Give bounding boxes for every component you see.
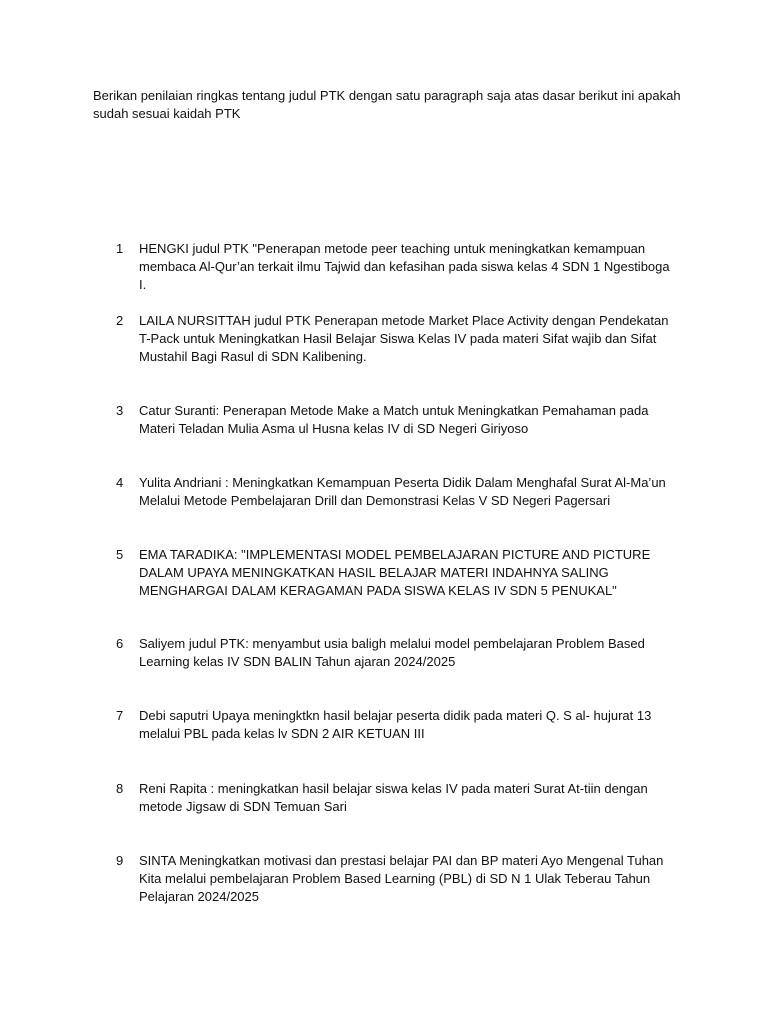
- item-text: EMA TARADIKA: "IMPLEMENTASI MODEL PEMBELAJARAN PICTURE AND PICTURE DALAM UPAYA MENINGKATKAN HASIL BELAJAR MATERI INDAHNYA SALING MENGHARGAI DALAM KERAGAMAN PADA SISWA KELAS IV SDN 5 PENUKAL": [139, 547, 651, 598]
- item-number: 8: [116, 781, 124, 796]
- item-text: Catur Suranti: Penerapan Metode Make a Match untuk Meningkatkan Pemahaman pada Materi Teladan Mulia Asma ul Husna kelas IV di SD Negeri Giriyoso: [139, 403, 649, 436]
- item-text: Yulita Andriani : Meningkatkan Kemampuan Peserta Didik Dalam Menghafal Surat Al-Ma’un Melalui Metode Pembelajaran Drill dan Demonstrasi Kelas V SD Negeri Pagersari: [139, 475, 666, 508]
- item-number: 5: [116, 547, 124, 562]
- item-number: 6: [116, 636, 124, 651]
- item-number: 9: [116, 853, 124, 868]
- item-text: HENGKI judul PTK "Penerapan metode peer teaching untuk meningkatkan kemampuan membaca Al-Qur’an terkait ilmu Tajwid dan kefasihan pada siswa kelas 4 SDN 1 Ngestiboga I.: [139, 241, 670, 292]
- item-number: 3: [116, 403, 124, 418]
- item-text: Saliyem judul PTK: menyambut usia baligh melalui model pembelajaran Problem Based Learning kelas IV SDN BALIN Tahun ajaran 2024/2025: [139, 636, 645, 669]
- item-number: 7: [116, 708, 124, 723]
- item-number: 2: [116, 313, 124, 328]
- item-number: 4: [116, 475, 124, 490]
- item-text: Debi saputri Upaya meningktkn hasil belajar peserta didik pada materi Q. S al- hujurat 13 melalui PBL pada kelas lv SDN 2 AIR KETUAN III: [139, 708, 652, 741]
- item-text: SINTA Meningkatkan motivasi dan prestasi belajar PAI dan BP materi Ayo Mengenal Tuhan Kita melalui pembelajaran Problem Based Learning (PBL) di SD N 1 Ulak Teberau Tahun Pelajaran 2024/2025: [139, 853, 664, 904]
- item-text: Reni Rapita : meningkatkan hasil belajar siswa kelas IV pada materi Surat At-tiin dengan metode Jigsaw di SDN Temuan Sari: [139, 781, 648, 814]
- item-number: 1: [116, 241, 124, 256]
- intro-paragraph: Berikan penilaian ringkas tentang judul PTK dengan satu paragraph saja atas dasar berikut ini apakah sudah sesuai kaidah PTK: [93, 88, 681, 121]
- item-text: LAILA NURSITTAH judul PTK Penerapan metode Market Place Activity dengan Pendekatan T-Pack untuk Meningkatkan Hasil Belajar Siswa Kelas IV pada materi Sifat wajib dan Sifat Mustahil Bagi Rasul di SDN Kalibening.: [139, 313, 669, 364]
